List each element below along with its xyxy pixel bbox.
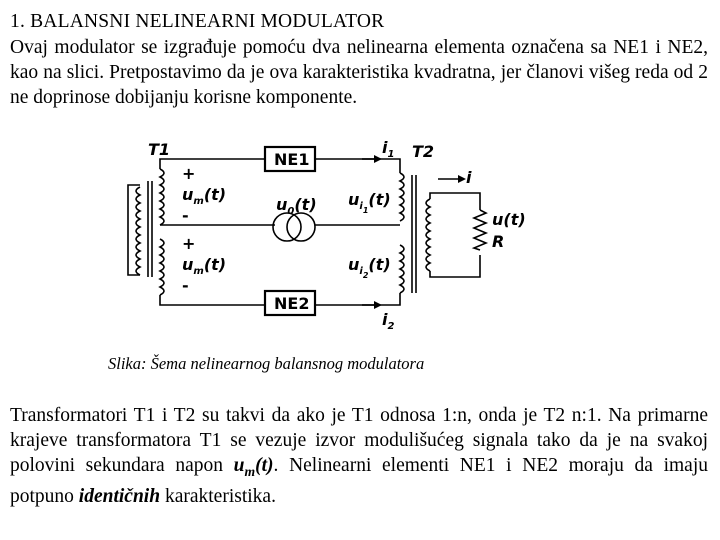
- t1-secondary-upper-coil: [160, 169, 164, 225]
- bottom-right-wire: [315, 293, 400, 305]
- output-bottom-wire: [430, 255, 480, 277]
- document-title: 1. BALANSNI NELINEARNI MODULATOR: [10, 11, 385, 32]
- t2-secondary-coil: [426, 199, 430, 271]
- top-right-wire: [315, 159, 400, 173]
- top-left-wire: [160, 159, 265, 169]
- minus-bottom-label: -: [182, 276, 189, 295]
- u0-label: $u_0(t)$: [276, 195, 317, 217]
- transformers-paragraph: [10, 403, 708, 509]
- t2-primary-lower-coil: [400, 245, 404, 293]
- i1-arrow-head: [374, 155, 382, 163]
- para2-text-c: karakteristika.: [160, 485, 276, 507]
- t1-label: T1: [148, 140, 171, 159]
- intro-paragraph: Ovaj modulator se izgrađuje pomoću dva nelinearna elementa označena sa NE1 i NE2, kao na slici. Pretpostavimo da je ova karakteristika kvadratna, jer članovi višeg reda od 2 ne doprinose dobijanju korisne komponente.: [10, 37, 708, 108]
- resistor-r: [474, 210, 486, 250]
- i2-label: $i_2$: [382, 310, 395, 332]
- identicnih-emphasis: identičnih: [78, 485, 161, 507]
- minus-top-label: -: [182, 206, 189, 225]
- figure-caption: Slika: Šema nelinearnog balansnog modulatora: [108, 354, 425, 373]
- current-arrow-head: [458, 175, 466, 183]
- i2-arrow-head: [374, 301, 382, 309]
- um-bottom-label: $u_m(t)$: [182, 255, 227, 277]
- t1-primary-wire: [128, 185, 140, 275]
- ui2-label: $u_{i2}(t)$: [348, 255, 391, 280]
- t2-label: T2: [412, 142, 435, 161]
- plus-top-label: +: [182, 164, 196, 183]
- ne2-label: NE2: [274, 294, 310, 313]
- r-label: R: [492, 232, 505, 251]
- para2-text-a: Transformatori T1 i T2 su takvi da ako je T1 odnosa 1:n, onda je T2 n:1. Na primarne krajeve transformatora T1 se vezuje izvor modulišućeg signala tako da je na svakoj polovini sekundara napon: [10, 405, 708, 476]
- um-top-label: $u_m(t)$: [182, 185, 227, 207]
- ne1-label: NE1: [274, 150, 310, 169]
- um-variable: $u_m(t)$: [233, 455, 274, 479]
- bottom-left-wire: [160, 295, 265, 305]
- plus-bottom-label: +: [182, 234, 196, 253]
- t2-primary-upper-coil: [400, 173, 404, 221]
- t1-secondary-lower-coil: [160, 239, 164, 295]
- para2-text-b: . Nelinearni elementi NE1 i NE2 moraju da imaju potpuno: [10, 455, 708, 507]
- current-i-label: i: [466, 168, 472, 187]
- i1-label: $i_1$: [382, 138, 395, 160]
- ut-label: u(t): [492, 210, 526, 229]
- output-top-wire: [430, 193, 480, 210]
- balanced-modulator-schematic: [100, 135, 540, 350]
- t1-primary-coil: [136, 187, 140, 275]
- ui1-label: $u_{i1}(t)$: [348, 190, 391, 215]
